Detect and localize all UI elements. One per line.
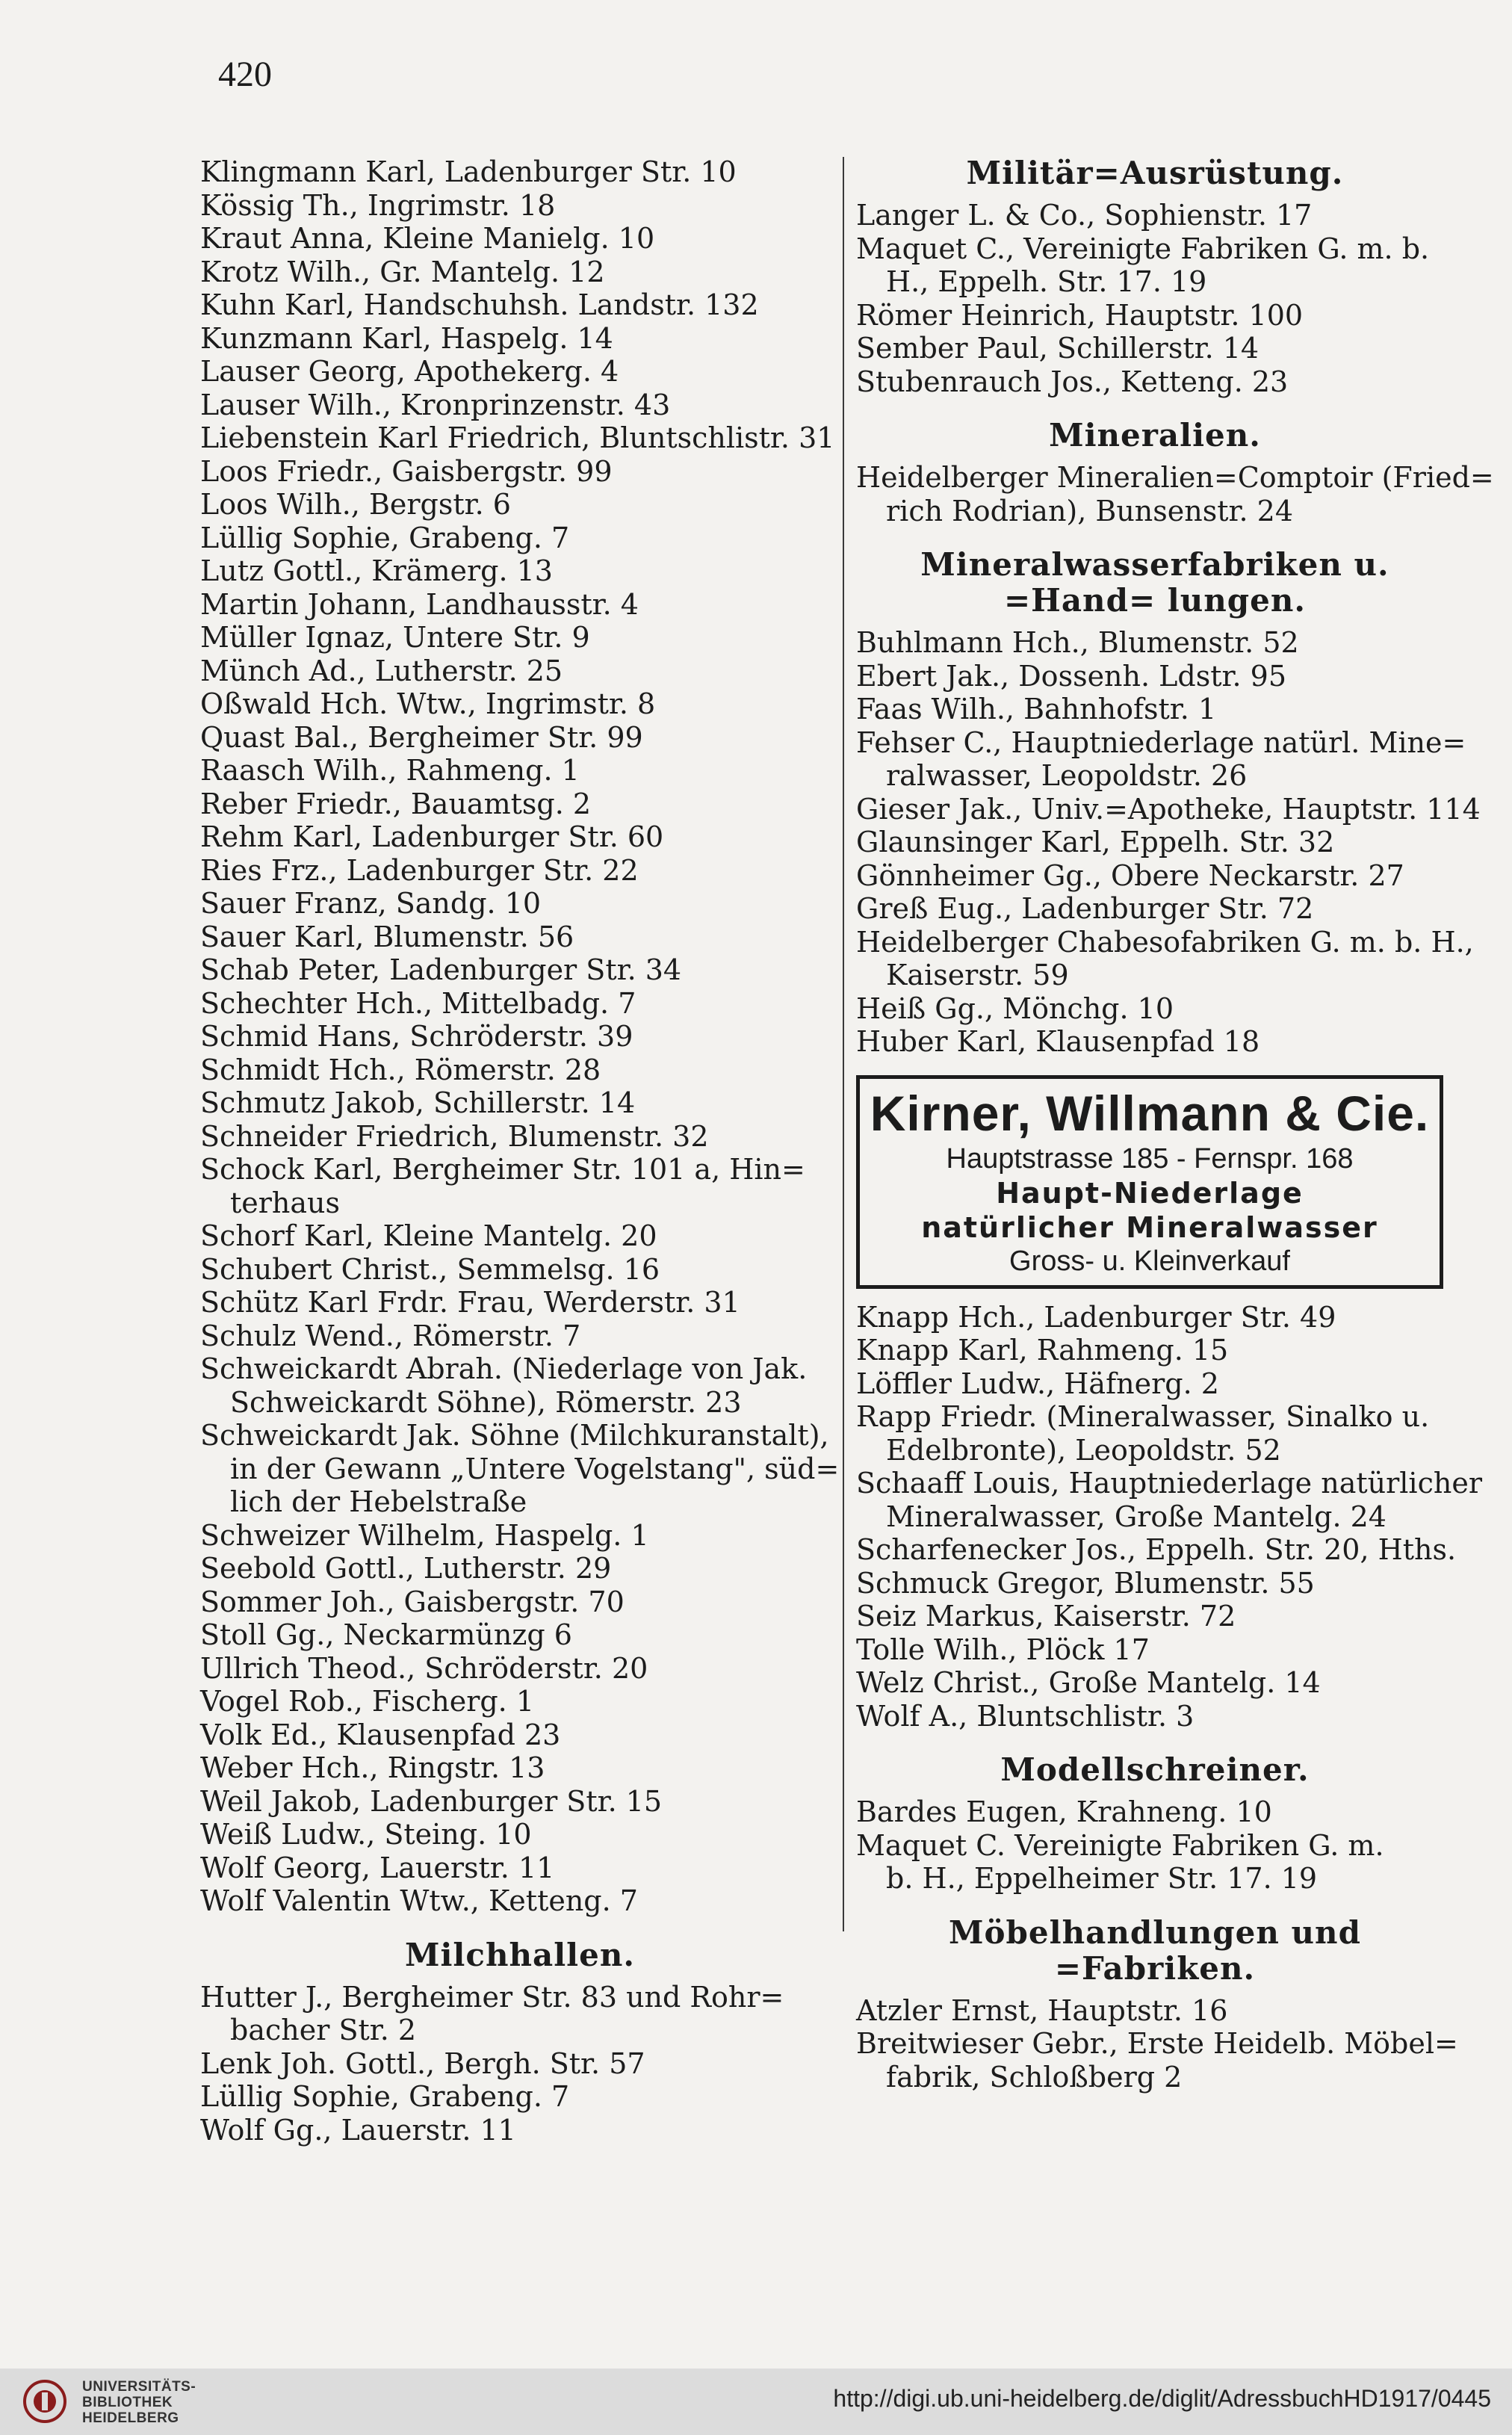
directory-entry: Schweizer Wilhelm, Haspelg. 1 [200, 1518, 649, 1552]
right-column [856, 155, 1494, 2094]
directory-entry: Schneider Friedrich, Blumenstr. 32 [200, 1119, 709, 1153]
directory-entry-continuation: terhaus [230, 1186, 341, 1219]
directory-entry: Heidelberger Mineralien=Comptoir (Fried= [856, 461, 1494, 494]
directory-entry: Münch Ad., Lutherstr. 25 [200, 654, 563, 687]
directory-entry: Lauser Georg, Apothekerg. 4 [200, 355, 619, 388]
advert-company-name: Kirner, Willmann & Cie. [870, 1085, 1430, 1141]
directory-entry: Heidelberger Chabesofabriken G. m. b. H., [856, 925, 1474, 959]
directory-entry: Hutter J., Bergheimer Str. 83 und Rohr= [200, 1980, 784, 2014]
directory-entry-continuation: b. H., Eppelheimer Str. 17. 19 [886, 1862, 1318, 1895]
directory-entry: Gönnheimer Gg., Obere Neckarstr. 27 [856, 858, 1404, 892]
directory-entry: Sauer Franz, Sandg. 10 [200, 887, 542, 920]
directory-entry: Sember Paul, Schillerstr. 14 [856, 332, 1260, 365]
directory-entry-continuation: rich Rodrian), Bunsenstr. 24 [886, 494, 1294, 527]
directory-entry: Wolf Gg., Lauerstr. 11 [200, 2113, 516, 2147]
directory-entry: Maquet C. Vereinigte Fabriken G. m. [856, 1828, 1384, 1862]
advert-line-1: Haupt-Niederlage [996, 1176, 1304, 1210]
directory-entry: Müller Ignaz, Untere Str. 9 [200, 621, 590, 654]
advert-line-2: natürlicher Mineralwasser [921, 1210, 1378, 1244]
directory-entry: Seiz Markus, Kaiserstr. 72 [856, 1600, 1236, 1633]
directory-entry: Schweickardt Abrah. (Niederlage von Jak. [200, 1352, 808, 1385]
directory-entry: Seebold Gottl., Lutherstr. 29 [200, 1552, 612, 1585]
directory-entry: Heiß Gg., Mönchg. 10 [856, 991, 1174, 1025]
directory-entry: Buhlmann Hch., Blumenstr. 52 [856, 626, 1299, 659]
directory-entry: Greß Eug., Ladenburger Str. 72 [856, 892, 1314, 925]
directory-entry: Tolle Wilh., Plöck 17 [856, 1633, 1150, 1666]
directory-entry: Reber Friedr., Bauamtsg. 2 [200, 787, 592, 820]
section-heading: Mineralien. [1049, 417, 1261, 454]
directory-entry: Faas Wilh., Bahnhofstr. 1 [856, 693, 1217, 725]
page-number: 420 [218, 55, 272, 94]
section-heading: Mineralwasserfabriken u. =Hand= lungen. [920, 546, 1389, 619]
directory-entry: Lüllig Sophie, Grabeng. 7 [200, 2080, 570, 2113]
directory-entry: Vogel Rob., Fischerg. 1 [200, 1685, 535, 1718]
directory-entry: Knapp Karl, Rahmeng. 15 [856, 1334, 1229, 1367]
directory-entry: Lutz Gottl., Krämerg. 13 [200, 554, 553, 587]
library-name-line-3: HEIDELBERG [82, 2410, 179, 2426]
directory-entry: Schmuck Gregor, Blumenstr. 55 [856, 1566, 1315, 1600]
directory-entry: Römer Heinrich, Hauptstr. 100 [856, 298, 1304, 332]
directory-entry: Weil Jakob, Ladenburger Str. 15 [200, 1784, 663, 1818]
directory-entry: Schmidt Hch., Römerstr. 28 [200, 1053, 601, 1086]
directory-entry: Raasch Wilh., Rahmeng. 1 [200, 754, 580, 787]
directory-entry: Schechter Hch., Mittelbadg. 7 [200, 986, 636, 1020]
directory-entry-continuation: fabrik, Schloßberg 2 [886, 2060, 1183, 2094]
directory-entry: Gieser Jak., Univ.=Apotheke, Hauptstr. 114 [856, 792, 1481, 826]
directory-entry: Klingmann Karl, Ladenburger Str. 10 [200, 155, 737, 188]
directory-entry: Loos Friedr., Gaisbergstr. 99 [200, 454, 613, 488]
directory-entry: Kössig Th., Ingrimstr. 18 [200, 188, 556, 222]
source-url-link[interactable]: http://digi.ub.uni-heidelberg.de/diglit/AdressbuchHD1917/0445 [833, 2385, 1491, 2412]
directory-entry: Huber Karl, Klausenpfad 18 [856, 1025, 1260, 1058]
directory-entry: Bardes Eugen, Krahneng. 10 [856, 1795, 1272, 1828]
directory-entry: Sommer Joh., Gaisbergstr. 70 [200, 1585, 625, 1618]
directory-entry-continuation: in der Gewann „Untere Vogelstang", süd= [230, 1452, 840, 1485]
directory-entry-continuation: H., Eppelh. Str. 17. 19 [886, 265, 1207, 298]
directory-entry-continuation: Schweickardt Söhne), Römerstr. 23 [230, 1385, 742, 1419]
directory-entry-continuation: Kaiserstr. 59 [886, 959, 1069, 991]
directory-entry: Schaaff Louis, Hauptniederlage natürlicher [856, 1467, 1482, 1500]
directory-entry: Knapp Hch., Ladenburger Str. 49 [856, 1300, 1336, 1334]
column-divider [843, 157, 844, 1931]
directory-entry: Krotz Wilh., Gr. Mantelg. 12 [200, 255, 605, 288]
directory-entry: Scharfenecker Jos., Eppelh. Str. 20, Hths. [856, 1533, 1457, 1566]
directory-entry: Schütz Karl Frdr. Frau, Werderstr. 31 [200, 1286, 740, 1319]
directory-entry: Ullrich Theod., Schröderstr. 20 [200, 1651, 648, 1685]
footer-bar [0, 2369, 1512, 2435]
directory-entry: Lenk Joh. Gottl., Bergh. Str. 57 [200, 2046, 645, 2080]
directory-entry: Quast Bal., Bergheimer Str. 99 [200, 720, 643, 754]
directory-entry: Wolf Georg, Lauerstr. 11 [200, 1851, 555, 1884]
directory-entry: Glaunsinger Karl, Eppelh. Str. 32 [856, 826, 1335, 858]
directory-entry: Weber Hch., Ringstr. 13 [200, 1751, 545, 1784]
directory-entry: Rapp Friedr. (Mineralwasser, Sinalko u. [856, 1400, 1430, 1433]
library-name-line-1: UNIVERSITÄTS- [82, 2379, 196, 2395]
directory-entry: Weiß Ludw., Steing. 10 [200, 1818, 532, 1851]
directory-entry: Fehser C., Hauptniederlage natürl. Mine= [856, 725, 1466, 759]
directory-entry: Kuhn Karl, Handschuhsh. Landstr. 132 [200, 288, 759, 321]
directory-entry: Lauser Wilh., Kronprinzenstr. 43 [200, 388, 671, 421]
directory-entry-continuation: lich der Hebelstraße [230, 1485, 527, 1518]
directory-entry: Oßwald Hch. Wtw., Ingrimstr. 8 [200, 687, 656, 720]
directory-entry: Martin Johann, Landhausstr. 4 [200, 587, 639, 621]
directory-entry: Löffler Ludw., Häfnerg. 2 [856, 1367, 1219, 1400]
directory-entry-continuation: Mineralwasser, Große Mantelg. 24 [886, 1500, 1386, 1533]
directory-entry: Rehm Karl, Ladenburger Str. 60 [200, 820, 664, 853]
directory-entry: Kunzmann Karl, Haspelg. 14 [200, 321, 613, 355]
directory-entry: Liebenstein Karl Friedrich, Bluntschlistr. 31 [200, 421, 835, 454]
left-column [200, 155, 840, 2147]
directory-entry: Sauer Karl, Blumenstr. 56 [200, 920, 574, 953]
directory-entry: Stubenrauch Jos., Ketteng. 23 [856, 365, 1289, 398]
directory-entry: Schulz Wend., Römerstr. 7 [200, 1319, 581, 1352]
advert-address: Hauptstrasse 185 - Fernspr. 168 [946, 1142, 1354, 1175]
directory-entry: Atzler Ernst, Hauptstr. 16 [856, 1993, 1228, 2027]
directory-entry: Ries Frz., Ladenburger Str. 22 [200, 853, 639, 887]
directory-entry: Welz Christ., Große Mantelg. 14 [856, 1666, 1321, 1699]
library-name [82, 2379, 196, 2426]
directory-entry: Volk Ed., Klausenpfad 23 [200, 1718, 561, 1751]
directory-entry: Langer L. & Co., Sophienstr. 17 [856, 199, 1313, 232]
directory-entry: Lüllig Sophie, Grabeng. 7 [200, 521, 570, 554]
directory-entry: Schubert Christ., Semmelsg. 16 [200, 1252, 660, 1286]
directory-entry-continuation: bacher Str. 2 [230, 2014, 417, 2046]
section-heading: Milchhallen. [404, 1936, 636, 1973]
advert-sales-note: Gross- u. Kleinverkauf [1009, 1245, 1290, 1277]
section-heading: Möbelhandlungen und =Fabriken. [949, 1913, 1361, 1987]
directory-entry: Ebert Jak., Dossenh. Ldstr. 95 [856, 659, 1286, 693]
directory-entry: Wolf Valentin Wtw., Ketteng. 7 [200, 1884, 638, 1917]
directory-entry: Schmid Hans, Schröderstr. 39 [200, 1020, 633, 1053]
directory-entry: Maquet C., Vereinigte Fabriken G. m. b. [856, 232, 1430, 265]
library-name-line-2: BIBLIOTHEK [82, 2395, 173, 2410]
library-seal-icon [22, 2379, 67, 2424]
directory-entry: Schmutz Jakob, Schillerstr. 14 [200, 1086, 636, 1119]
directory-entry: Schorf Karl, Kleine Mantelg. 20 [200, 1219, 657, 1252]
advertisement-box [856, 1075, 1443, 1289]
section-heading: Modellschreiner. [1000, 1751, 1310, 1788]
directory-entry: Wolf A., Bluntschlistr. 3 [856, 1699, 1195, 1733]
directory-entry-continuation: ralwasser, Leopoldstr. 26 [886, 759, 1248, 792]
directory-entry: Breitwieser Gebr., Erste Heidelb. Möbel= [856, 2027, 1458, 2060]
directory-entry: Schock Karl, Bergheimer Str. 101 a, Hin= [200, 1153, 805, 1186]
directory-entry: Loos Wilh., Bergstr. 6 [200, 488, 511, 521]
directory-entry: Kraut Anna, Kleine Manielg. 10 [200, 222, 655, 255]
section-heading: Militär=Ausrüstung. [966, 155, 1344, 191]
directory-entry-continuation: Edelbronte), Leopoldstr. 52 [886, 1433, 1281, 1467]
directory-entry: Schab Peter, Ladenburger Str. 34 [200, 953, 682, 986]
directory-entry: Schweickardt Jak. Söhne (Milchkuranstalt), [200, 1419, 829, 1452]
directory-entry: Stoll Gg., Neckarmünzg 6 [200, 1618, 572, 1651]
